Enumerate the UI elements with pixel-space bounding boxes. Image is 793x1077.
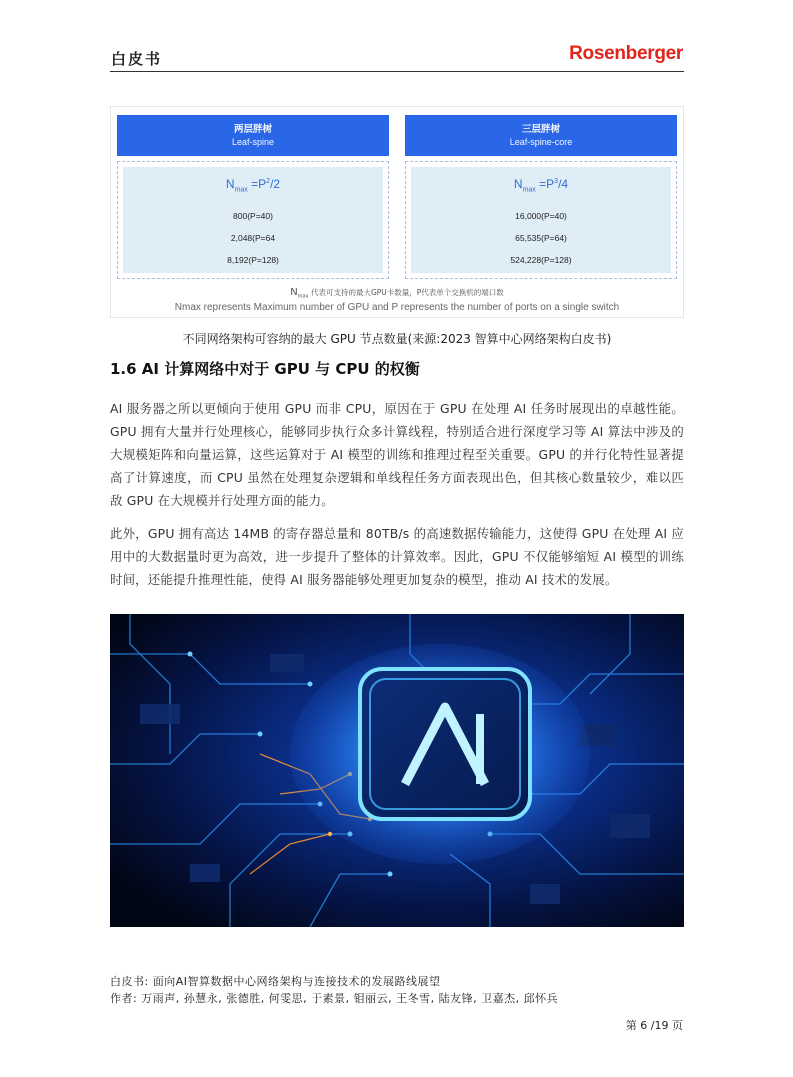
leaf-spine-core-inner	[411, 167, 671, 273]
leaf-spine-core-value-p64: 65,535(P=64)	[515, 233, 567, 244]
rosenberger-logo: Rosenberger	[569, 43, 683, 64]
leaf-spine-core-formula: $N_{max} =P^3/4$	[513, 177, 569, 194]
leaf-spine-title-en: Leaf-spine	[231, 137, 275, 147]
architecture-figure	[110, 106, 684, 318]
figure-note-cn: $N_{max}$ 代表可支持的最大GPU卡数量，P代表单个交换机的端口数	[290, 287, 504, 300]
page-number: 第 6 /19 页	[625, 1019, 683, 1032]
body-paragraph-2: 此外，GPU 拥有高达 14MB 的寄存器总量和 80TB/s 的高速数据传输能力，这使得 GPU 在处理 AI 应用中的大数据量时更为高效，进一步提升了整体的计算效率。因此，GPU 不仅能够缩短 AI 模型的训练时间，还能提升推理性能，使得 AI 服务器能够处理更加复杂的模型，推动 AI 技术的发展。	[110, 526, 684, 587]
leaf-spine-inner	[123, 167, 383, 273]
ai-chip-graphic	[110, 614, 684, 927]
leaf-spine-header	[117, 115, 389, 156]
leaf-spine-core-body	[405, 161, 677, 279]
section-title: 1.6 AI 计算网络中对于 GPU 与 CPU 的权衡	[110, 360, 420, 378]
leaf-spine-core-title-en: Leaf-spine-core	[509, 137, 573, 147]
leaf-spine-title-cn: 两层胖树	[233, 124, 272, 135]
ai-chip-illustration	[110, 614, 684, 927]
leaf-spine-core-panel	[405, 115, 677, 279]
footer-authors: 作者: 万雨声, 孙慧永, 张德胜, 何雯思, 于素景, 钼丽云, 王冬雪, 陆友锋, 卫嘉杰, 邱怀兵	[110, 992, 559, 1005]
figure-note-en: Nmax represents Maximum number of GPU and P represents the number of ports on a single switch	[174, 302, 620, 313]
leaf-spine-body	[117, 161, 389, 279]
header-divider	[110, 71, 684, 72]
header-title: 白皮书	[111, 50, 163, 68]
leaf-spine-core-title-cn: 三层胖树	[521, 124, 560, 135]
leaf-spine-value-p64: 2,048(P=64	[230, 233, 276, 244]
footer-whitepaper-title: 白皮书: 面向AI智算数据中心网络架构与连接技术的发展路线展望	[110, 975, 441, 988]
leaf-spine-core-header	[405, 115, 677, 156]
figure-caption: 不同网络架构可容纳的最大 GPU 节点数量(来源:2023 智算中心网络架构白皮书)	[182, 332, 612, 346]
leaf-spine-core-value-p40: 16,000(P=40)	[515, 211, 567, 222]
leaf-spine-formula: $N_{max} =P^2/2$	[225, 177, 281, 194]
body-paragraph-1: AI 服务器之所以更倾向于使用 GPU 而非 CPU，原因在于 GPU 在处理 AI 任务时展现出的卓越性能。GPU 拥有大量并行处理核心，能够同步执行众多计算线程，特别适合进行深度学习等 AI 算法中涉及的大规模矩阵和向量运算，这些运算对于 AI 模型的训练和推理过程至关重要。GPU 的并行化特性显著提高了计算速度，而 CPU 虽然在处理复杂逻辑和单线程任务方面表现出色，但其核心数量较少，难以匹敌 GPU 在大规模并行处理方面的能力。	[110, 401, 684, 508]
leaf-spine-value-p128: 8,192(P=128)	[227, 255, 279, 266]
leaf-spine-value-p40: 800(P=40)	[233, 211, 273, 222]
leaf-spine-core-value-p128: 524,228(P=128)	[510, 255, 572, 266]
leaf-spine-panel	[117, 115, 389, 279]
